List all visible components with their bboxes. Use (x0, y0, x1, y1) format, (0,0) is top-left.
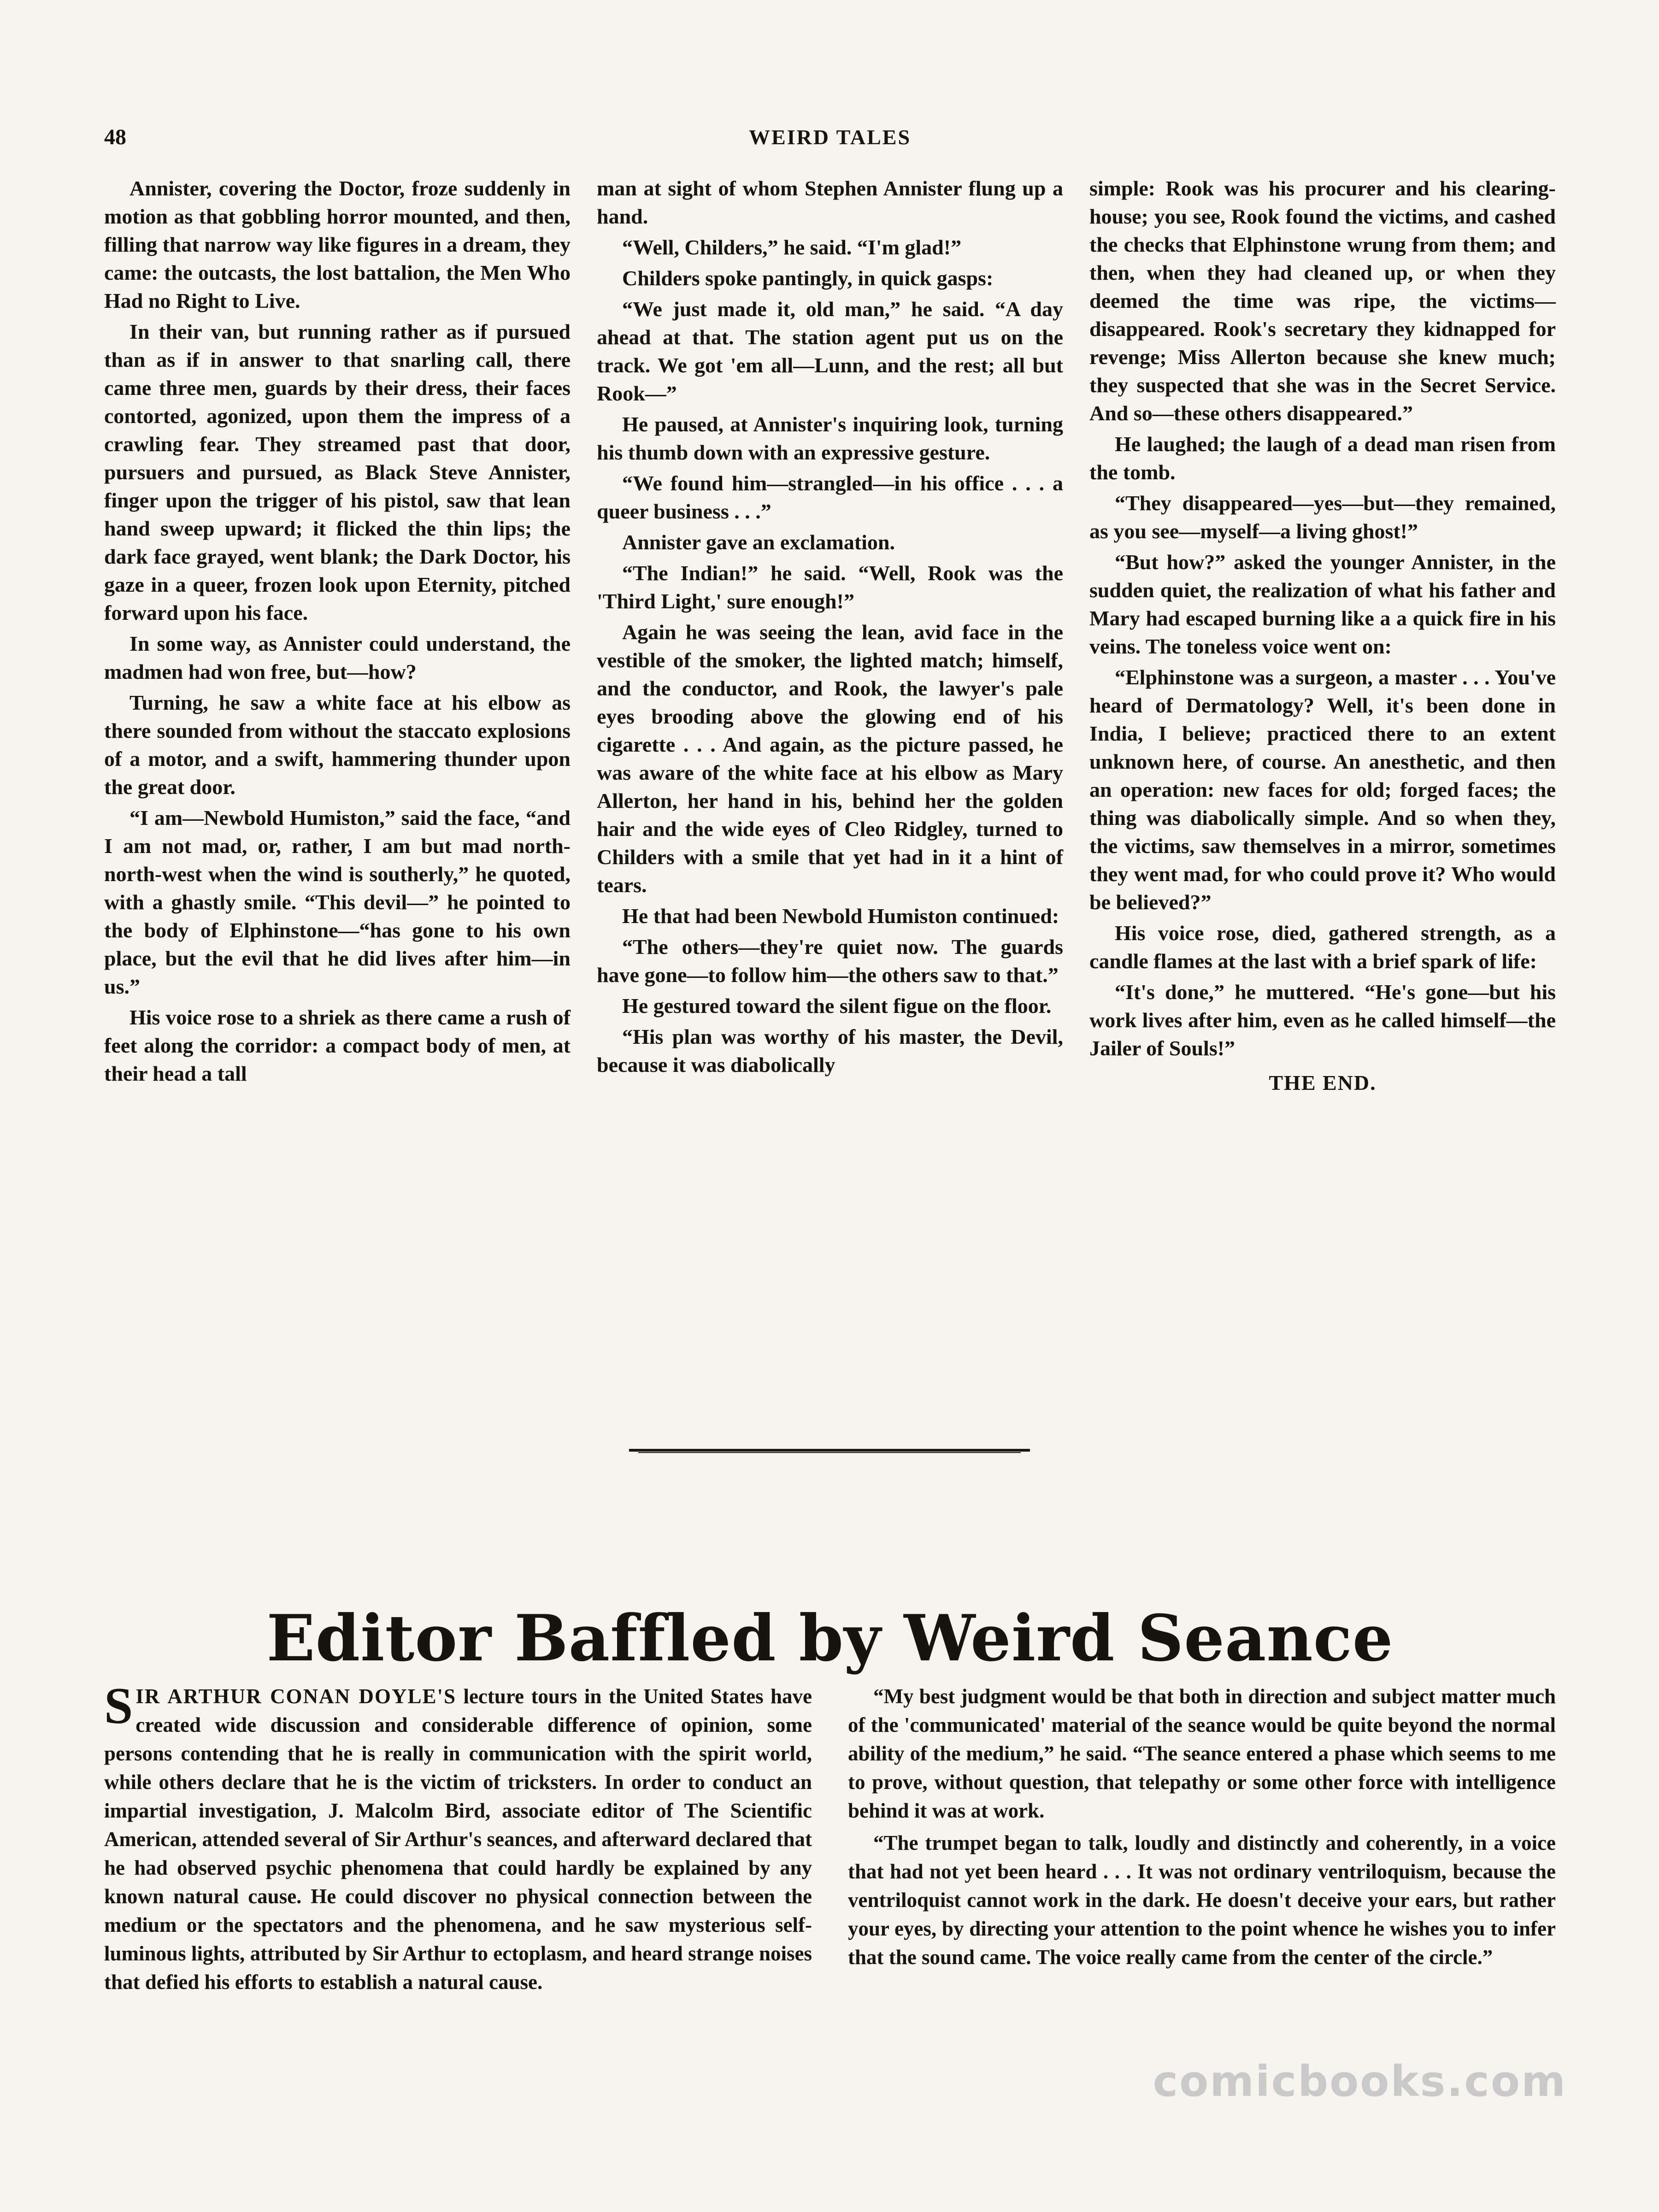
paragraph: “Elphinstone was a surgeon, a master . . . You've heard of Dermatology? Well, it's been done in India, I believe; practiced there to an extent unknown here, of course. An anesthetic, and then an operation: new faces for old; forged faces; the thing was diabolically simple. And so when they, the victims, saw themselves in a mirror, sometimes they went mad, for who could prove it? Who would be believed?” (1089, 665, 1556, 914)
lead-text: lecture tours in the United States have created wide discussion and considerable difference of opinion, some persons contending that he is really in communication with the spirit world, while others declare that he is the victim of tricksters. In order to conduct an impartial investigation, J. Malcolm Bird, associate editor of The Scientific American, attended several of Sir Arthur's seances, and afterward declared that he had observed psychic phenomena that could hardly be explained by any known natural cause. He could discover no physical connection between the medium or the spectators and the phenomena, and he saw mysterious self-luminous lights, attributed by Sir Arthur to ectoplasm, and heard strange noises that defied his efforts to establish a natural cause. (104, 1685, 812, 1994)
lead-caps: IR ARTHUR CONAN DOYLE'S (135, 1685, 457, 1708)
paragraph: “The Indian!” he said. “Well, Rook was the 'Third Light,' sure enough!” (597, 561, 1063, 613)
paragraph: “My best judgment would be that both in direction and subject matter much of the 'communicated' material of the seance would be quite beyond the normal ability of the medium,” he said. “The seance entered a phase which seems to me to prove, without question, that telepathy or some other force with intelligence behind it was at work. (848, 1685, 1556, 1822)
paragraph: His voice rose to a shriek as there came a rush of feet along the corridor: a compact body of men, at their head a tall (104, 1006, 571, 1085)
section-divider (629, 1448, 1030, 1453)
page-header (104, 119, 1556, 156)
drop-cap: S (104, 1677, 133, 1735)
paragraph: He laughed; the laugh of a dead man risen from the tomb. (1089, 432, 1556, 484)
divider-rule-thick (629, 1449, 1030, 1452)
paragraph: He that had been Newbold Humiston continued: (622, 904, 1059, 928)
story-column-1 (104, 174, 571, 1326)
article-column-2 (848, 1682, 1556, 2097)
paragraph: Annister gave an exclamation. (622, 530, 895, 554)
running-title: WEIRD TALES (748, 125, 912, 149)
paragraph: Childers spoke pantingly, in quick gasps: (622, 266, 994, 290)
paragraph: In some way, as Annister could understand, the madmen had won free, but—how? (104, 632, 571, 683)
paragraph: “They disappeared—yes—but—they remained, as you see—myself—a living ghost!” (1089, 491, 1556, 543)
paragraph: “The others—they're quiet now. The guards have gone—to follow him—the others saw to that.” (597, 935, 1063, 987)
paragraph: “I am—Newbold Humiston,” said the face, “and I am not mad, or, rather, I am but mad north-north-west when the wind is southerly,” he quoted, with a ghastly smile. “This devil—” he pointed to the body of Elphinstone—“has gone to his own place, but the evil that he did lives after him—in us.” (104, 806, 571, 998)
paragraph: He paused, at Annister's inquiring look, turning his thumb down with an expressive gesture. (597, 412, 1063, 464)
paragraph: “Well, Childers,” he said. “I'm glad!” (622, 235, 962, 259)
paragraph: “We found him—strangled—in his office . . . a queer business . . .” (597, 471, 1063, 523)
article-body (104, 1677, 1556, 2097)
paragraph: “The trumpet began to talk, loudly and distinctly and coherently, in a voice that had not yet been heard . . . It was not ordinary ventriloquism, because the ventriloquist cannot work in the dark. He doesn't deceive your ears, but rather your eyes, by directing your attention to the point whence he wishes you to infer that the sound came. The voice really came from the center of the circle.” (848, 1831, 1556, 1969)
the-end: THE END. (1269, 1071, 1377, 1094)
story-column-2 (597, 174, 1063, 1326)
article-headline: Editor Baffled by Weird Seance (266, 1600, 1394, 1676)
watermark: comicbooks.com (1153, 2057, 1567, 2106)
paragraph-continued: simple: Rook was his procurer and his clearing-house; you see, Rook found the victims, and cashed the checks that Elphinstone wrung from them; and then, when they had cleaned up, or when they deemed the time was ripe, the victims—disappeared. Rook's secretary they kidnapped for revenge; Miss Allerton because she knew much; they suspected that she was in the Secret Service. And so—these others disappeared.” (1089, 176, 1556, 425)
divider-rule-thin (638, 1452, 1021, 1453)
story-continuation (104, 174, 1556, 1326)
paragraph: His voice rose, died, gathered strength, as a candle flames at the last with a brief spark of life: (1089, 921, 1556, 973)
story-column-3 (1089, 174, 1556, 1326)
lead-paragraph (104, 1677, 812, 1996)
paragraph-continued: man at sight of whom Stephen Annister flung up a hand. (597, 176, 1063, 228)
paragraph: “We just made it, old man,” he said. “A day ahead at that. The station agent put us on the track. We got 'em all—Lunn, and the rest; all but Rook—” (597, 297, 1063, 405)
paragraph: In their van, but running rather as if pursued than as if in answer to that snarling call, there came three men, guards by their dress, their faces contorted, agonized, upon them the impress of a crawling fear. They streamed past that door, pursuers and pursued, as Black Steve Annister, finger upon the trigger of his pistol, saw that lean hand sweep upward; it flicked the thin lips; the dark face grayed, went blank; the Dark Doctor, his gaze in a queer, frozen look upon Eternity, pitched forward upon his face. (104, 320, 571, 624)
paragraph: Annister, covering the Doctor, froze suddenly in motion as that gobbling horror mounted, and then, filling that narrow way like figures in a dream, they came: the outcasts, the lost battalion, the Men Who Had no Right to Live. (104, 176, 571, 312)
page-number: 48 (104, 125, 126, 149)
paragraph: “But how?” asked the younger Annister, in the sudden quiet, the realization of what his father and Mary had escaped burning like a a quick fire in his veins. The toneless voice went on: (1089, 550, 1556, 658)
paragraph: “His plan was worthy of his master, the Devil, because it was diabolically (597, 1025, 1063, 1077)
paragraph: “It's done,” he muttered. “He's gone—but his work lives after him, even as he called himself—the Jailer of Souls!” (1089, 980, 1556, 1060)
article-column-1 (104, 1677, 812, 2097)
paragraph: He gestured toward the silent figue on the floor. (622, 994, 1052, 1018)
paragraph: Again he was seeing the lean, avid face in the vestible of the smoker, the lighted match; himself, and the conductor, and Rook, the lawyer's pale eyes brooding above the glowing end of his cigarette . . . And again, as the picture passed, he was aware of the white face at his elbow as Mary Allerton, her hand in his, behind her the golden hair and the wide eyes of Cleo Ridgley, turned to Childers with a smile that yet had in it a hint of tears. (597, 620, 1063, 897)
paragraph: Turning, he saw a white face at his elbow as there sounded from without the staccato explosions of a motor, and a swift, hammering thunder upon the great door. (104, 691, 571, 799)
